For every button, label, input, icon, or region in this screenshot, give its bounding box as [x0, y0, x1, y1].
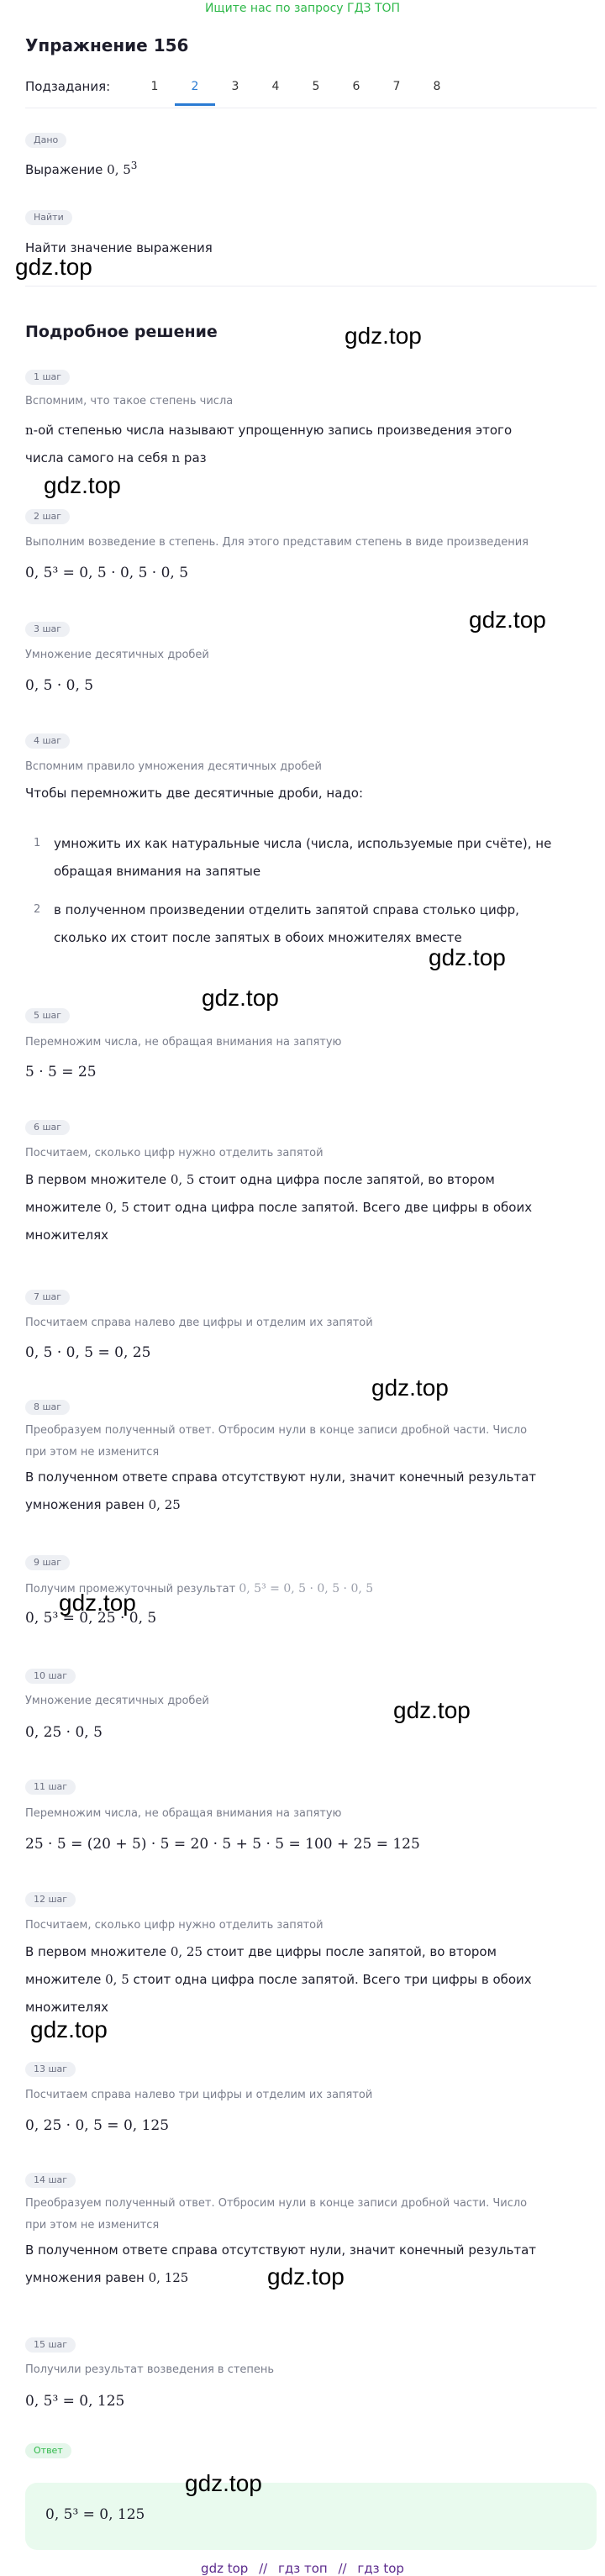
step-body-text: множителях	[25, 1228, 109, 1243]
step-body-math: 0, 5	[105, 1200, 129, 1215]
var-n: n	[25, 423, 34, 438]
watermark: gdz.top	[469, 607, 546, 633]
watermark: gdz.top	[202, 985, 279, 1011]
step-formula: 0, 5 · 0, 5	[25, 677, 94, 694]
list-item-line: умножить их как натуральные числа (числа, используемые при счёте), не	[54, 836, 552, 851]
step-note: Выполним возведение в степень. Для этого представим степень в виде произведения	[25, 536, 529, 549]
step-body-text: стоит две цифры после запятой, во втором	[206, 1944, 497, 1959]
step-badge: 3 шаг	[25, 622, 70, 637]
step-body-text: стоит одна цифра после запятой, во втором	[198, 1172, 495, 1187]
list-item-line: в полученном произведении отделить запятой справа столько цифр,	[54, 902, 519, 917]
step-note: Посчитаем, сколько цифр нужно отделить запятой	[25, 1919, 324, 1932]
step-note	[25, 2193, 588, 2237]
step-body-math: 0, 125	[148, 2270, 189, 2285]
step-badge: 2 шаг	[25, 509, 70, 524]
step-formula: 0, 25 · 0, 5 = 0, 125	[25, 2117, 170, 2134]
top-banner: Ищите нас по запросу ГДЗ ТОП	[204, 2, 401, 15]
step-badge: 11 шаг	[25, 1780, 76, 1795]
step-formula: 0, 5 · 0, 5 = 0, 25	[25, 1344, 151, 1361]
step-note: Умножение десятичных дробей	[25, 649, 209, 661]
given-badge: Дано	[25, 133, 66, 148]
step-body	[25, 1464, 597, 1519]
step-badge: 13 шаг	[25, 2062, 76, 2077]
subtask-tab-4[interactable]: 4	[271, 80, 280, 93]
answer-badge: Ответ	[25, 2443, 71, 2458]
subtasks-label: Подзадания:	[25, 79, 111, 94]
subtask-tab-7[interactable]: 7	[392, 80, 401, 93]
step-note-text: Получим промежуточный результат	[25, 1583, 236, 1596]
find-badge: Найти	[25, 210, 72, 225]
step-body-line: раз	[183, 450, 207, 465]
footer-link[interactable]: gdz top	[201, 2561, 249, 2576]
given-prefix: Выражение	[25, 162, 103, 177]
step-body-text: В полученном ответе справа отсутствуют нули, значит конечный результат	[25, 1469, 537, 1485]
watermark: gdz.top	[30, 2016, 108, 2042]
list-number: 2	[34, 903, 41, 916]
watermark: gdz.top	[59, 1590, 136, 1616]
step-body-math: 0, 5	[170, 1172, 195, 1187]
given-text	[25, 160, 137, 177]
step-badge: 14 шаг	[25, 2173, 76, 2188]
step-note: Умножение десятичных дробей	[25, 1695, 209, 1707]
step-badge: 10 шаг	[25, 1669, 76, 1684]
answer-formula: 0, 5³ = 0, 125	[45, 2506, 145, 2523]
step-badge: 6 шаг	[25, 1120, 70, 1135]
list-item	[54, 830, 592, 886]
step-body-text: множителе	[25, 1200, 102, 1215]
answer-box	[25, 2483, 597, 2550]
step-body-text: умножения равен	[25, 1497, 145, 1512]
watermark: gdz.top	[15, 254, 92, 280]
step-body-line: числа самого на себя	[25, 450, 168, 465]
step-note-math: 0, 5³ = 0, 5 · 0, 5 · 0, 5	[239, 1582, 374, 1596]
step-formula: 0, 25 · 0, 5	[25, 1724, 103, 1741]
subtask-tab-8[interactable]: 8	[433, 80, 441, 93]
step-badge: 1 шаг	[25, 370, 70, 385]
footer-link[interactable]: гдз top	[357, 2561, 404, 2576]
step-body	[25, 1938, 597, 2021]
step-note: Перемножим числа, не обращая внимания на запятую	[25, 1807, 342, 1820]
step-note-line: Преобразуем полученный ответ. Отбросим нули в конце записи дробной части. Число	[25, 1424, 528, 1437]
list-item-line: обращая внимания на запятые	[54, 864, 261, 879]
step-body-text: стоит одна цифра после запятой. Всего три цифры в обоих	[133, 1972, 532, 1987]
step-formula: 0, 5³ = 0, 5 · 0, 5 · 0, 5	[25, 565, 189, 581]
step-note: Посчитаем справа налево две цифры и отделим их запятой	[25, 1317, 373, 1329]
step-note	[25, 1420, 588, 1464]
subtask-tab-6[interactable]: 6	[352, 80, 360, 93]
step-badge: 15 шаг	[25, 2337, 76, 2353]
step-body-text: стоит одна цифра после запятой. Всего две цифры в обоих	[133, 1200, 533, 1215]
step-body: Чтобы перемножить две десятичные дроби, надо:	[25, 786, 364, 801]
step-formula: 0, 5³ = 0, 125	[25, 2393, 125, 2410]
subtasks-tabs	[134, 77, 457, 106]
list-number: 1	[34, 837, 41, 849]
step-body	[25, 1166, 597, 1249]
step-badge: 9 шаг	[25, 1555, 70, 1570]
step-note: Получили результат возведения в степень	[25, 2363, 275, 2376]
step-body-math: 0, 25	[170, 1944, 203, 1959]
step-note: Посчитаем, сколько цифр нужно отделить запятой	[25, 1147, 324, 1159]
watermark: gdz.top	[393, 1697, 471, 1723]
footer-links	[0, 2561, 605, 2576]
footer-link[interactable]: гдз топ	[277, 2561, 328, 2576]
subtask-tab-2[interactable]: 2	[175, 77, 215, 106]
given-expr	[107, 162, 137, 177]
list-item	[54, 896, 592, 952]
solution-title: Подробное решение	[25, 323, 218, 341]
step-note: Вспомним, что такое степень числа	[25, 395, 234, 407]
subtasks-row	[25, 77, 597, 108]
list-item-line: сколько их стоит после запятых в обоих множителях вместе	[54, 930, 462, 945]
step-badge: 8 шаг	[25, 1400, 70, 1415]
step-body-text: множителе	[25, 1972, 102, 1987]
step-badge: 4 шаг	[25, 733, 70, 749]
step-note-line: Преобразуем полученный ответ. Отбросим нули в конце записи дробной части. Число	[25, 2197, 528, 2210]
page-title: Упражнение 156	[25, 35, 189, 55]
step-body-text: В первом множителе	[25, 1944, 167, 1959]
given-expr-exp: 3	[130, 160, 138, 171]
watermark: gdz.top	[44, 472, 121, 498]
var-n: n	[171, 450, 181, 465]
step-badge: 5 шаг	[25, 1008, 70, 1023]
divider	[25, 286, 597, 287]
step-note-line: при этом не изменится	[25, 1446, 160, 1459]
step-note: Посчитаем справа налево три цифры и отделим их запятой	[25, 2089, 373, 2101]
step-body-math: 0, 5	[105, 1972, 129, 1987]
step-note-line: при этом не изменится	[25, 2219, 160, 2232]
step-formula: 0, 5³ = 0, 25 · 0, 5	[25, 1610, 157, 1627]
step-note: Вспомним правило умножения десятичных дробей	[25, 760, 322, 773]
step-body-text: множителях	[25, 2000, 109, 2015]
step-formula: 5 · 5 = 25	[25, 1064, 97, 1080]
step-body-text: В первом множителе	[25, 1172, 167, 1187]
step-note: Перемножим числа, не обращая внимания на запятую	[25, 1036, 342, 1049]
step-badge: 12 шаг	[25, 1892, 76, 1907]
footer-separator: //	[338, 2561, 347, 2576]
watermark: gdz.top	[429, 944, 506, 970]
step-body-text: умножения равен	[25, 2270, 145, 2285]
watermark: gdz.top	[185, 2470, 262, 2496]
watermark: gdz.top	[267, 2263, 345, 2289]
given-expr-base: 0, 5	[107, 162, 131, 177]
watermark: gdz.top	[371, 1375, 449, 1401]
step-body-line: -ой степенью числа называют упрощенную запись произведения этого	[33, 423, 513, 438]
step-body	[25, 417, 597, 472]
step-formula: 25 · 5 = (20 + 5) · 5 = 20 · 5 + 5 · 5 = 100 + 25 = 125	[25, 1836, 420, 1853]
watermark: gdz.top	[345, 323, 422, 349]
step-body-math: 0, 25	[148, 1497, 181, 1512]
step-body-text: В полученном ответе справа отсутствуют нули, значит конечный результат	[25, 2242, 537, 2258]
subtask-tab-1[interactable]: 1	[150, 80, 159, 93]
find-text: Найти значение выражения	[25, 240, 213, 255]
subtask-tab-3[interactable]: 3	[231, 80, 239, 93]
subtask-tab-5[interactable]: 5	[312, 80, 320, 93]
footer-separator: //	[259, 2561, 268, 2576]
step-badge: 7 шаг	[25, 1290, 70, 1305]
